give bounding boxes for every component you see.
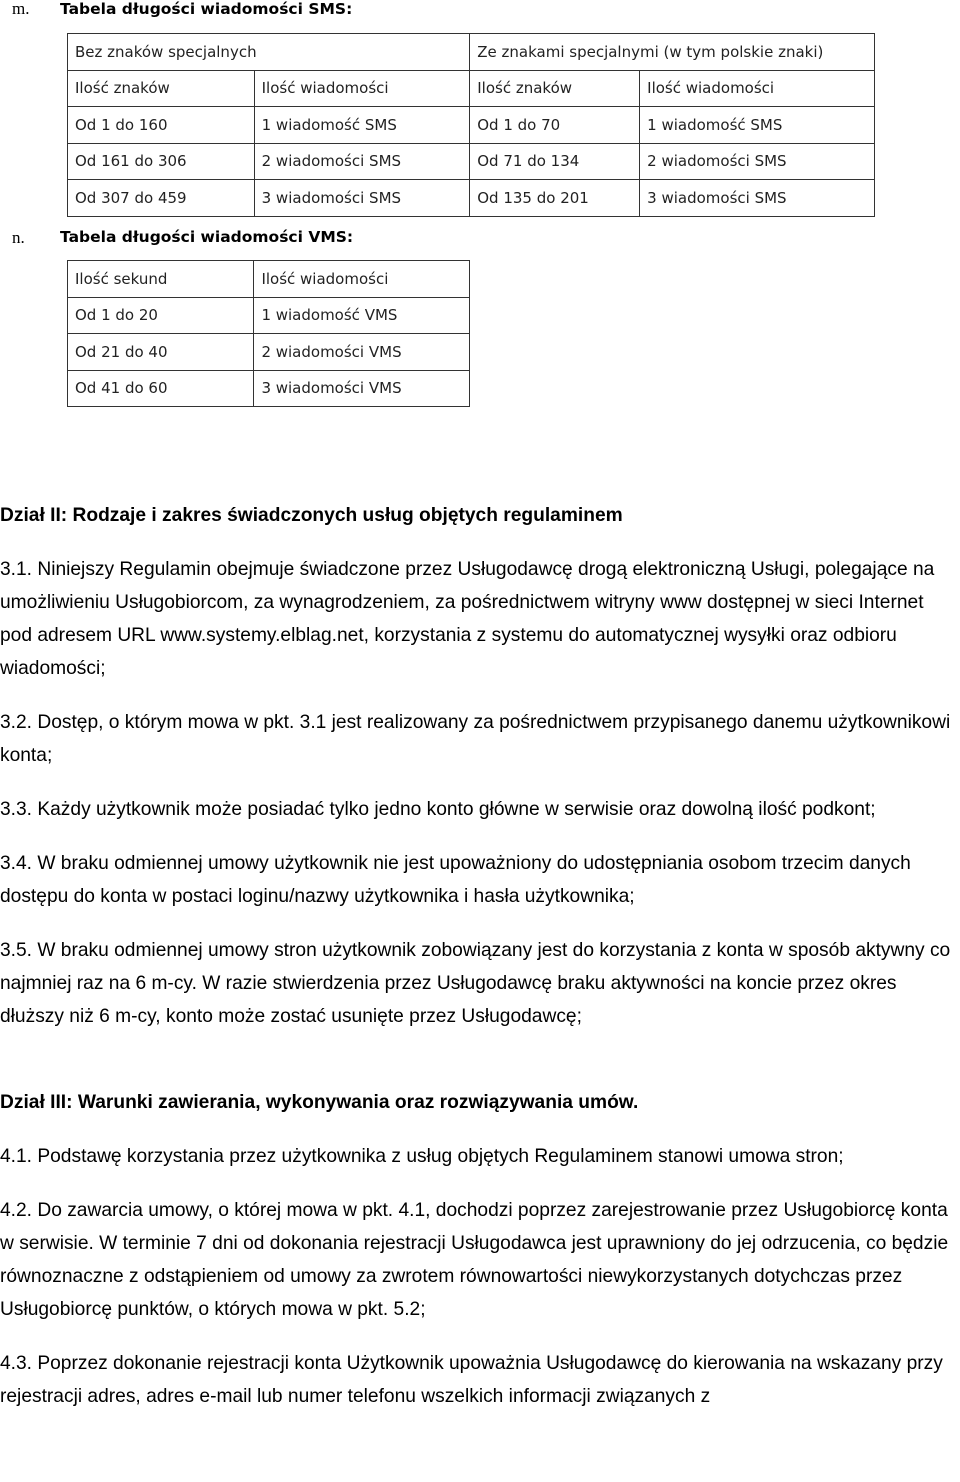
regulation-body <box>0 499 960 1413</box>
table-cell: 3 wiadomości SMS <box>254 180 470 217</box>
table-cell: 2 wiadomości SMS <box>254 143 470 180</box>
table-cell: 3 wiadomości SMS <box>640 180 875 217</box>
paragraph-4-3: 4.3. Poprzez dokonanie rejestracji konta Użytkownik upoważnia Usługodawcę do kierowania na wskazany przy rejestracji adres, adres e-mail lub numer telefonu wszelkich informacji związanych z <box>0 1353 943 1407</box>
table-group-header: Bez znaków specjalnych <box>68 34 470 71</box>
paragraph-4-1: 4.1. Podstawę korzystania przez użytkownika z usług objętych Regulaminem stanowi umowa stron; <box>0 1146 844 1167</box>
table-cell: 2 wiadomości SMS <box>640 143 875 180</box>
table-column-header: Ilość znaków <box>68 70 255 107</box>
table-cell: 1 wiadomość SMS <box>640 107 875 144</box>
paragraph-3-1: 3.1. Niniejszy Regulamin obejmuje świadczone przez Usługodawcę drogą elektroniczną Usługi, polegające na umożliwieniu Usługobiorcom, za wynagrodzeniem, za pośrednictwem witryny www dostępnej w sieci Internet pod adresem URL www.systemy.elblag.net, korzystania z systemu do automatycznej wysyłki oraz odbioru wiadomości; <box>0 559 935 679</box>
table-cell: Od 1 do 70 <box>470 107 640 144</box>
paragraph-3-2: 3.2. Dostęp, o którym mowa w pkt. 3.1 jest realizowany za pośrednictwem przypisanego danemu użytkownikowi konta; <box>0 712 951 766</box>
list-marker-m: m. <box>12 0 30 18</box>
paragraph-3-4: 3.4. W braku odmiennej umowy użytkownik nie jest upoważniony do udostępniania osobom trzecim danych dostępu do konta w postaci loginu/nazwy użytkownika i hasła użytkownika; <box>0 853 911 907</box>
table-row <box>68 334 470 371</box>
paragraph-3-3: 3.3. Każdy użytkownik może posiadać tylko jedno konto główne w serwisie oraz dowolną ilość podkont; <box>0 799 876 820</box>
table-row <box>68 70 875 107</box>
table-column-header: Ilość wiadomości <box>254 261 470 298</box>
table-column-header: Ilość znaków <box>470 70 640 107</box>
section-heading-dzial-ii: Dział II: Rodzaje i zakres świadczonych usług objętych regulaminem <box>0 505 623 526</box>
table-cell: Od 307 do 459 <box>68 180 255 217</box>
table-group-header: Ze znakami specjalnymi (w tym polskie znaki) <box>470 34 875 71</box>
table-row <box>68 34 875 71</box>
table-row <box>68 261 470 298</box>
table-cell: Od 1 do 160 <box>68 107 255 144</box>
paragraph-3-5: 3.5. W braku odmiennej umowy stron użytkownik zobowiązany jest do korzystania z konta w sposób aktywny co najmniej raz na 6 m-cy. W razie stwierdzenia przez Usługodawcę braku aktywności na koncie przez okres dłuższy niż 6 m-cy, konto może zostać usunięte przez Usługodawcę; <box>0 940 951 1027</box>
vms-length-table <box>67 260 470 407</box>
table-cell: 1 wiadomość VMS <box>254 297 470 334</box>
table-column-header: Ilość wiadomości <box>254 70 470 107</box>
sms-table-caption: Tabela długości wiadomości SMS: <box>60 0 353 18</box>
table-cell: Od 135 do 201 <box>470 180 640 217</box>
table-cell: 3 wiadomości VMS <box>254 370 470 407</box>
table-cell: Od 161 do 306 <box>68 143 255 180</box>
table-column-header: Ilość sekund <box>68 261 254 298</box>
table-cell: Od 1 do 20 <box>68 297 254 334</box>
table-column-header: Ilość wiadomości <box>640 70 875 107</box>
section-heading-dzial-iii: Dział III: Warunki zawierania, wykonywania oraz rozwiązywania umów. <box>0 1092 639 1113</box>
table-cell: Od 41 do 60 <box>68 370 254 407</box>
table-row <box>68 143 875 180</box>
table-cell: 2 wiadomości VMS <box>254 334 470 371</box>
table-cell: Od 71 do 134 <box>470 143 640 180</box>
list-marker-n: n. <box>12 228 25 247</box>
table-cell: Od 21 do 40 <box>68 334 254 371</box>
paragraph-4-2: 4.2. Do zawarcia umowy, o której mowa w pkt. 4.1, dochodzi poprzez zarejestrowanie przez Usługobiorcę konta w serwisie. W terminie 7 dni od dokonania rejestracji Usługodawca jest uprawniony do jej odrzucenia, co będzie równoznaczne z odstąpieniem od umowy za zwrotem równowartości niewykorzystanych dotychczas przez Usługobiorcę punktów, o których mowa w pkt. 5.2; <box>0 1200 949 1320</box>
table-row <box>68 180 875 217</box>
table-row <box>68 297 470 334</box>
table-row <box>68 370 470 407</box>
table-row <box>68 107 875 144</box>
sms-length-table <box>67 33 875 217</box>
table-cell: 1 wiadomość SMS <box>254 107 470 144</box>
vms-table-caption: Tabela długości wiadomości VMS: <box>60 228 354 246</box>
